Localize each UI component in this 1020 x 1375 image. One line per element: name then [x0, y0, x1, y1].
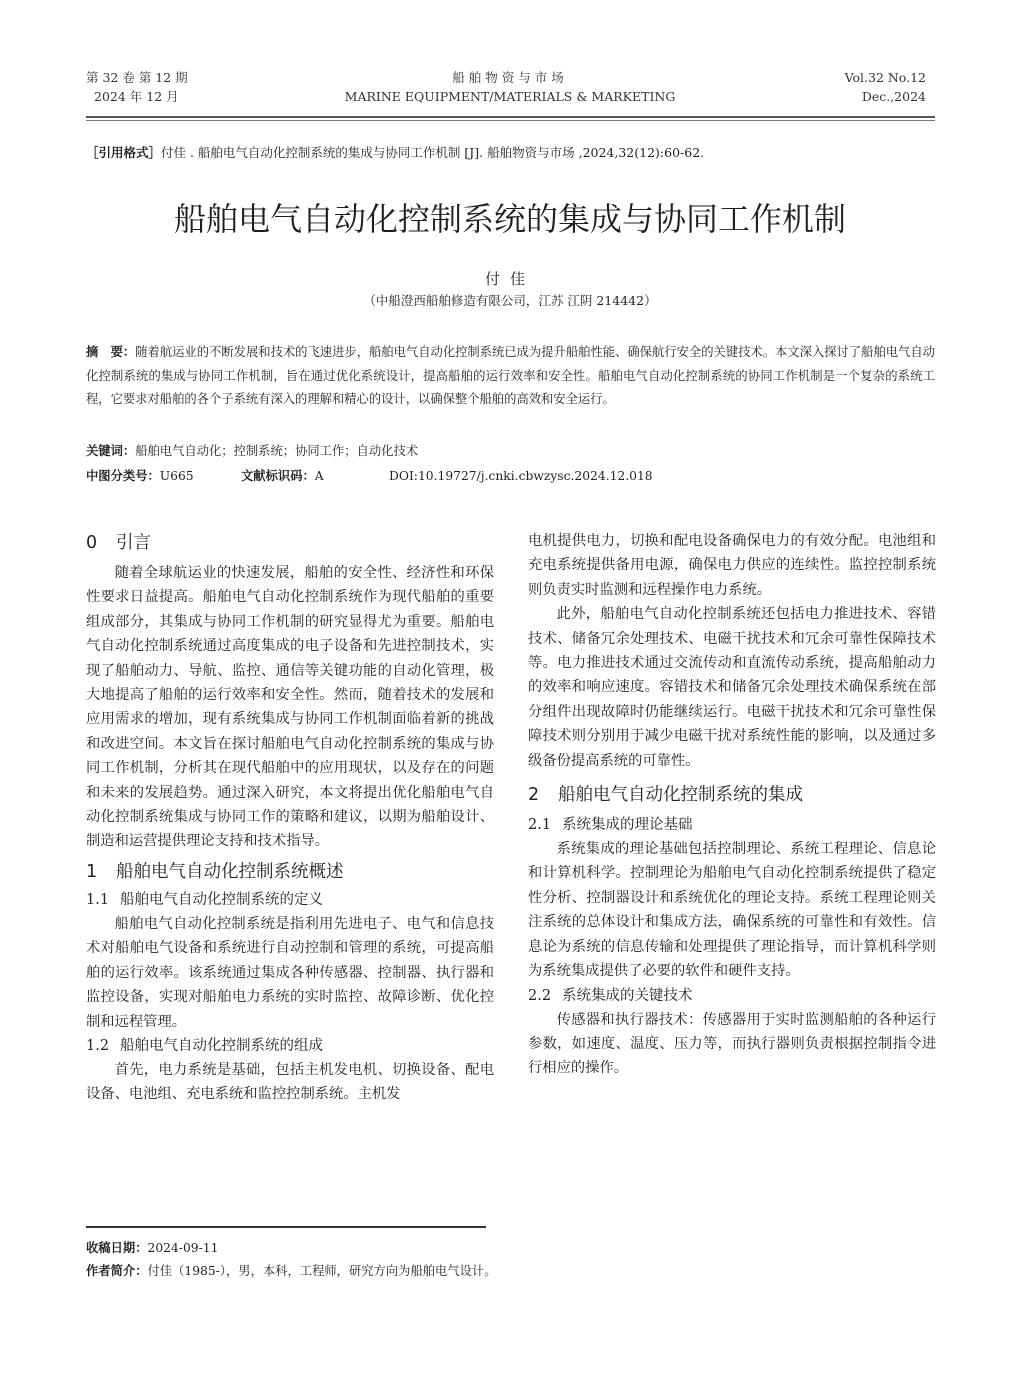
date-en: Dec.,2024 [861, 89, 926, 104]
section-0-heading [86, 531, 494, 555]
composition-paragraph-2: 此外，船舶电气自动化控制系统还包括电力推进技术、容错技术、储备冗余处理技术、电磁干扰技术和冗余可靠性保障技术等。电力推进技术通过交流传动和直流传动系统，提高船舶动力的效率和响应速度。容错技术和储备冗余处理技术确保系统在部分组件出现故障时仍能继续运行。电磁干扰技术和冗余可靠性保障技术则分别用于减少电磁干扰对系统性能的影响，以及通过多级备份提高系统的可靠性。 [528, 606, 936, 769]
date-cn: 2024 年 12 月 [94, 89, 179, 104]
section-2-2-heading [528, 984, 936, 1008]
section-1-1-heading [86, 888, 494, 912]
definition-paragraph: 船舶电气自动化控制系统是指利用先进电子、电气和信息技术对船舶电气设备和系统进行自动控制和管理的系统，可提高船舶的运行效率。该系统通过集成各种传感器、控制器、执行器和监控设备，实现对船舶电力系统的实时监控、故障诊断、优化控制和远程管理。 [86, 915, 494, 1030]
header-rule-thick [86, 116, 935, 118]
author-name: 付佳 [484, 270, 535, 288]
received-date [86, 1238, 935, 1258]
composition-paragraph-start: 首先，电力系统是基础，包括主机发电机、切换设备、配电设备、电池组、充电系统和监控控制系统。主机发 [86, 1061, 494, 1103]
citation-text: 付佳 . 船舶电气自动化控制系统的集成与协同工作机制 [J]. 船舶物资与市场 ,2024,32(12):60-62. [161, 145, 705, 160]
section-title: 引言 [116, 533, 151, 553]
doc-code: A [314, 469, 324, 483]
header-rule-thin [86, 120, 935, 121]
section-number: 2.1 [528, 817, 552, 834]
issue-info-en [726, 68, 926, 106]
clc-label: 中图分类号： [86, 469, 160, 483]
footnote-rule [86, 1226, 486, 1228]
issue-info [86, 68, 286, 106]
section-2-1-heading [528, 813, 936, 837]
keywords-label: 关键词： [86, 444, 136, 458]
section-number: 1.1 [86, 891, 110, 908]
key-tech-paragraph: 传感器和执行器技术：传感器用于实时监测船舶的各种运行参数，如速度、温度、压力等，而执行器则负责根据控制指令进行相应的操作。 [528, 1011, 936, 1077]
section-title: 船舶电气自动化控制系统概述 [116, 861, 344, 882]
section-2-heading [528, 783, 936, 807]
clc-code: U665 [159, 469, 194, 483]
keywords-text: 船舶电气自动化；控制系统；协同工作；自动化技术 [135, 444, 419, 458]
journal-name-cn: 船舶物资与市场 [452, 70, 568, 85]
section-1-heading [86, 860, 494, 884]
journal-name-en: MARINE EQUIPMENT/MATERIALS & MARKETING [344, 89, 676, 104]
section-number: 2 [528, 785, 540, 806]
section-title: 系统集成的理论基础 [562, 817, 693, 834]
theory-paragraph: 系统集成的理论基础包括控制理论、系统工程理论、信息论和计算机科学。控制理论为船舶电气自动化控制系统提供了稳定性分析、控制器设计和系统优化的理论支持。系统工程理论则关注系统的总体设计和集成方法，确保系统的可靠性和有效性。信息论为系统的信息传输和处理提供了理论指导，而计算机科学则为系统集成提供了必要的软件和硬件支持。 [528, 841, 936, 980]
abstract-text: 随着航运业的不断发展和技术的飞速进步，船舶电气自动化控制系统已成为提升船舶性能、确保航行安全的关键技术。本文深入探讨了船舶电气自动化控制系统的集成与协同工作机制，旨在通过优化系统设计，提高船舶的运行效率和安全性。船舶电气自动化控制系统的协同工作机制是一个复杂的系统工程，它要求对船舶的各个子系统有深入的理解和精心的设计，以确保整个船舶的高效和安全运行。 [86, 345, 935, 407]
section-number: 1 [86, 861, 98, 882]
section-number: 0 [86, 533, 98, 553]
affiliation: （中船澄西船舶修造有限公司，江苏 江阴 214442） [363, 293, 657, 308]
intro-paragraph: 随着全球航运业的快速发展，船舶的安全性、经济性和环保性要求日益提高。船舶电气自动化控制系统作为现代船舶的重要组成部分，其集成与协同工作机制的研究显得尤为重要。船舶电气自动化控制系统通过高度集成的电子设备和先进控制技术，实现了船舶动力、导航、监控、通信等关键功能的自动化管理，极大地提高了船舶的运行效率和安全性。然而，随着技术的发展和应用需求的增加，现有系统集成与协同工作机制面临着新的挑战和改进空间。本文旨在探讨船舶电气自动化控制系统的集成与协同工作机制，分析其在现代船舶中的应用现状，以及存在的问题和未来的发展趋势。通过深入研究，本文将提出优化船舶电气自动化控制系统集成与协同工作的策略和建议，以期为船舶设计、制造和运营提供理论支持和技术指导。 [86, 565, 494, 850]
composition-paragraph-cont: 电机提供电力，切换和配电设备确保电力的有效分配。电池组和充电系统提供备用电源，确保电力供应的连续性。监控控制系统则负责实时监测和远程操作电力系统。 [528, 533, 936, 598]
author-bio [86, 1261, 935, 1281]
author-bio-text: 付佳（1985-），男，本科，工程师，研究方向为船舶电气设计。 [147, 1264, 497, 1278]
section-title: 船舶电气自动化控制系统的组成 [120, 1037, 323, 1054]
section-title: 系统集成的关键技术 [562, 987, 693, 1004]
author-bio-label: 作者简介： [86, 1264, 148, 1278]
section-number: 1.2 [86, 1037, 110, 1054]
received-label: 收稿日期： [86, 1241, 148, 1255]
section-title: 船舶电气自动化控制系统的定义 [120, 891, 323, 908]
citation-label: ［引用格式］ [86, 145, 162, 160]
journal-name [280, 68, 740, 106]
doc-code-label: 文献标识码： [241, 469, 315, 483]
abstract [86, 341, 935, 412]
abstract-label: 摘 要： [86, 345, 136, 359]
classification-line [86, 466, 935, 486]
section-title: 船舶电气自动化控制系统的集成 [558, 785, 803, 806]
citation-format [86, 143, 935, 163]
keywords [86, 441, 935, 461]
section-number: 2.2 [528, 987, 552, 1004]
volume-issue-cn: 第 32 卷 第 12 期 [86, 70, 188, 85]
body-column-left [86, 531, 494, 1107]
section-1-2-heading [86, 1034, 494, 1058]
doi: DOI:10.19727/j.cnki.cbwzysc.2024.12.018 [389, 469, 653, 483]
body-column-right [528, 529, 936, 1081]
received-value: 2024-09-11 [147, 1241, 219, 1255]
paper-title: 船舶电气自动化控制系统的集成与协同工作机制 [173, 200, 846, 238]
volume-issue-en: Vol.32 No.12 [844, 70, 926, 85]
